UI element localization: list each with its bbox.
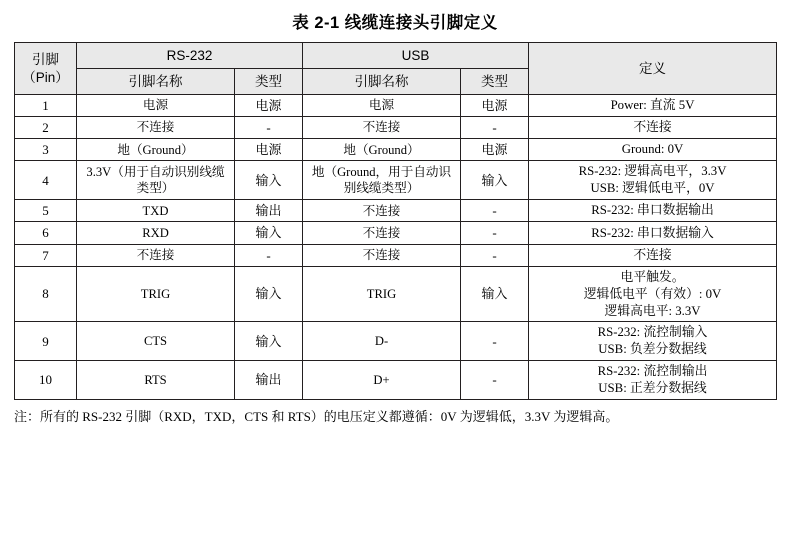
- cell-rs232-name: 3.3V（用于自动识别线缆类型）: [77, 161, 235, 200]
- table-row: [15, 200, 777, 222]
- cell-rs232-type: 输入: [235, 322, 303, 361]
- table-body: [15, 95, 777, 400]
- cell-rs232-type: 输入: [235, 161, 303, 200]
- cell-rs232-name: CTS: [77, 322, 235, 361]
- header-usb-name: 引脚名称: [303, 69, 461, 95]
- table-row: [15, 139, 777, 161]
- cell-usb-name: TRIG: [303, 266, 461, 322]
- cell-usb-type: -: [461, 117, 529, 139]
- cell-rs232-type: -: [235, 244, 303, 266]
- cell-usb-name: 不连接: [303, 117, 461, 139]
- cell-usb-name: 地（Ground，用于自动识别线缆类型）: [303, 161, 461, 200]
- table-row: [15, 161, 777, 200]
- cell-usb-type: -: [461, 361, 529, 400]
- cell-rs232-name: 不连接: [77, 244, 235, 266]
- cell-rs232-name: RXD: [77, 222, 235, 244]
- cell-usb-type: 输入: [461, 266, 529, 322]
- table-note: 注：所有的 RS-232 引脚（RXD，TXD，CTS 和 RTS）的电压定义都遵循：0V 为逻辑低，3.3V 为逻辑高。: [14, 408, 619, 424]
- cell-pin: 5: [15, 200, 77, 222]
- header-usb: USB: [303, 43, 529, 69]
- cell-rs232-name: TXD: [77, 200, 235, 222]
- cell-usb-name: 不连接: [303, 244, 461, 266]
- cell-definition: Ground: 0V: [529, 139, 777, 161]
- cell-definition: RS-232: 流控制输入 USB: 负差分数据线: [529, 322, 777, 361]
- cell-usb-type: 电源: [461, 139, 529, 161]
- cell-usb-type: -: [461, 322, 529, 361]
- cell-definition: RS-232: 流控制输出 USB: 正差分数据线: [529, 361, 777, 400]
- cell-rs232-type: 输入: [235, 266, 303, 322]
- table-row: [15, 244, 777, 266]
- header-pin-line1: 引脚: [32, 51, 59, 67]
- cell-pin: 4: [15, 161, 77, 200]
- table-row: [15, 95, 777, 117]
- cell-rs232-type: 输出: [235, 200, 303, 222]
- cell-usb-name: D+: [303, 361, 461, 400]
- cell-rs232-name: TRIG: [77, 266, 235, 322]
- cell-definition: RS-232: 逻辑高电平，3.3V USB: 逻辑低电平，0V: [529, 161, 777, 200]
- table-header-row-1: [15, 43, 777, 69]
- cell-rs232-name: 不连接: [77, 117, 235, 139]
- header-definition: 定义: [529, 43, 777, 95]
- cell-usb-name: 不连接: [303, 222, 461, 244]
- cell-definition: RS-232: 串口数据输入: [529, 222, 777, 244]
- cell-pin: 7: [15, 244, 77, 266]
- cell-pin: 2: [15, 117, 77, 139]
- table-row: [15, 222, 777, 244]
- cell-rs232-name: 地（Ground）: [77, 139, 235, 161]
- cell-usb-name: D-: [303, 322, 461, 361]
- cell-rs232-type: 电源: [235, 95, 303, 117]
- cell-rs232-type: -: [235, 117, 303, 139]
- cell-pin: 1: [15, 95, 77, 117]
- cell-usb-type: -: [461, 244, 529, 266]
- cell-rs232-name: RTS: [77, 361, 235, 400]
- cell-definition: Power: 直流 5V: [529, 95, 777, 117]
- table-caption: 表 2-1 线缆连接头引脚定义: [292, 14, 498, 32]
- cell-rs232-type: 输出: [235, 361, 303, 400]
- header-usb-type: 类型: [461, 69, 529, 95]
- cell-usb-type: 输入: [461, 161, 529, 200]
- table-row: [15, 361, 777, 400]
- pin-definition-table: [14, 42, 777, 400]
- cell-pin: 3: [15, 139, 77, 161]
- cell-usb-name: 不连接: [303, 200, 461, 222]
- cell-usb-name: 电源: [303, 95, 461, 117]
- header-pin-line2: （Pin）: [22, 69, 69, 85]
- table-row: [15, 266, 777, 322]
- header-rs232: RS-232: [77, 43, 303, 69]
- table-header: [15, 43, 777, 95]
- cell-definition: 电平触发。 逻辑低电平（有效）: 0V 逻辑高电平: 3.3V: [529, 266, 777, 322]
- cell-definition: 不连接: [529, 244, 777, 266]
- cell-pin: 9: [15, 322, 77, 361]
- cell-usb-type: -: [461, 222, 529, 244]
- cell-pin: 10: [15, 361, 77, 400]
- table-row: [15, 322, 777, 361]
- header-rs232-name: 引脚名称: [77, 69, 235, 95]
- cell-usb-name: 地（Ground）: [303, 139, 461, 161]
- cell-pin: 8: [15, 266, 77, 322]
- cell-usb-type: -: [461, 200, 529, 222]
- cell-definition: 不连接: [529, 117, 777, 139]
- cell-pin: 6: [15, 222, 77, 244]
- header-pin: [15, 43, 77, 95]
- cell-rs232-type: 电源: [235, 139, 303, 161]
- cell-rs232-name: 电源: [77, 95, 235, 117]
- cell-definition: RS-232: 串口数据输出: [529, 200, 777, 222]
- cell-rs232-type: 输入: [235, 222, 303, 244]
- cell-usb-type: 电源: [461, 95, 529, 117]
- table-row: [15, 117, 777, 139]
- header-rs232-type: 类型: [235, 69, 303, 95]
